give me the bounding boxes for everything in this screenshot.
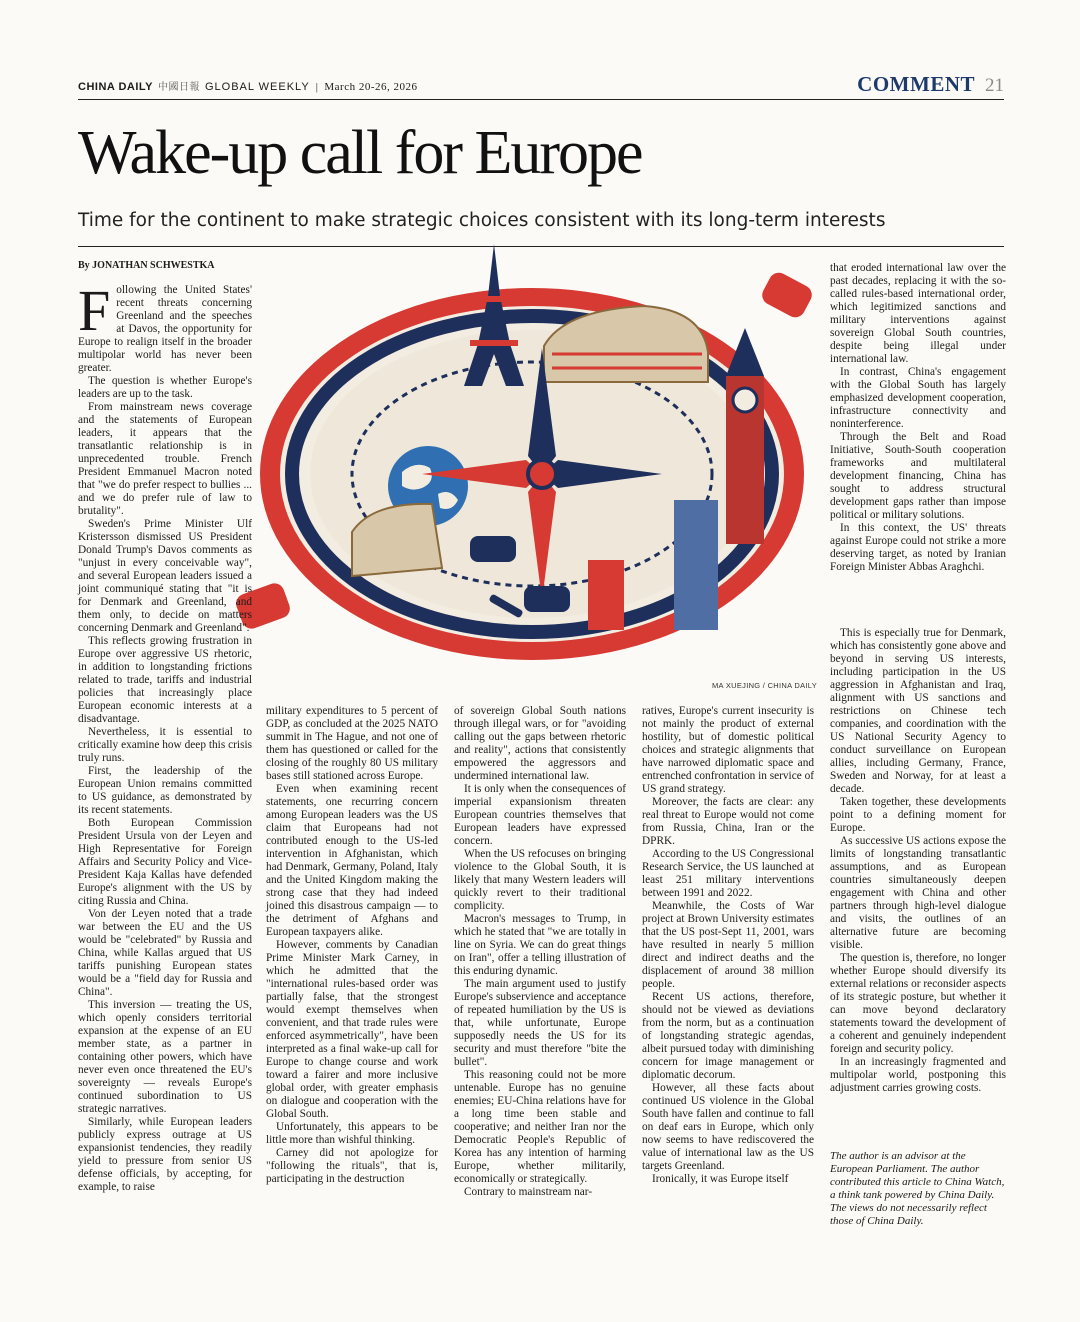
- author-note-text: The author is an advisor at the European Parliament. The author contributed this article to China Watch, a think tank powered by China Daily. The views do not necessarily reflect those of China Daily.: [830, 1150, 1005, 1227]
- paragraph: This reasoning could not be more untenable. Europe has no genuine enemies; EU-China relations have for a long time been stable and cooperative; and neither Iran nor the Democratic People's Republic of Korea has any intention of harming Europe, whether militarily, economically or strategically.: [454, 1069, 626, 1185]
- paragraph: Macron's messages to Trump, in which he stated that "we are totally in line on Syria. We can do great things on Iran", offer a telling illustration of this enduring dynamic.: [454, 913, 626, 977]
- article-column-1: [78, 278, 252, 1194]
- paragraph: From mainstream news coverage and the statements of European leaders, it appears that the transatlantic relationship is in unprecedented trouble. French President Emmanuel Macron noted that "we do prefer respect to bullies ... and we do prefer rule of law to brutality".: [78, 401, 252, 517]
- paragraph: In contrast, China's engagement with the Global South has largely emphasized development cooperation, infrastructure connectivity and noninterference.: [830, 366, 1006, 430]
- paragraph: However, comments by Canadian Prime Minister Mark Carney, in which he admitted that the "international rules-based order was partially false, that the strongest would exempt themselves when convenient, and that trade rules were enforced asymmetrically", have been interpreted as a final wake-up call for Europe to change course and work toward a fairer and more inclusive global order, with greater emphasis on dialogue and cooperation with the Global South.: [266, 939, 438, 1120]
- paragraph: Similarly, while European leaders publicly express outrage at US expansionist tendencies, they readily yield to pressure from senior US defense officials, by accepting, for example, to raise: [78, 1116, 252, 1193]
- paragraph: According to the US Congressional Research Service, the US launched at least 251 military interventions between 1991 and 2022.: [642, 848, 814, 899]
- paragraph: However, all these facts about continued US violence in the Global South have fallen and continue to fall on deaf ears in Europe, which only now seems to have rediscovered the value of international law as the US targets Greenland.: [642, 1082, 814, 1172]
- drop-cap: F: [78, 278, 111, 343]
- paragraph: Meanwhile, the Costs of War project at Brown University estimates that the US post-Sept 11, 2001, wars have resulted in nearly 5 million direct and indirect deaths and the displacement of around 38 million people.: [642, 900, 814, 990]
- paragraph: Moreover, the facts are clear: any real threat to Europe would not come from Russia, China, Iran or the DPRK.: [642, 796, 814, 847]
- article-column-5-upper: [830, 262, 1006, 574]
- paragraph: First, the leadership of the European Union remains committed to US guidance, as demonstrated by its recent statements.: [78, 765, 252, 816]
- paragraph: military expenditures to 5 percent of GDP, as concluded at the 2025 NATO summit in The Hague, and not one of them has questioned or called for the closing of the roughly 80 US military bases still stationed across Europe.: [266, 705, 438, 782]
- paragraph: The main argument used to justify Europe's subservience and acceptance of repeated humiliation by the US is that, while unfortunate, Europe supposedly needs the US for its security and must therefore "bite the bullet".: [454, 978, 626, 1068]
- section-label: COMMENT: [857, 72, 975, 96]
- article-column-5-lower: [830, 627, 1006, 1095]
- paper-name-cjk: 中國日報: [157, 82, 200, 93]
- article-column-2: [266, 705, 438, 1186]
- issue-date: March 20-26, 2026: [324, 81, 418, 93]
- paragraph: In this context, the US' threats against Europe could not strike a more deserving target, as noted by Iranian Foreign Minister Abbas Araghchi.: [830, 522, 1006, 573]
- paragraph: Unfortunately, this appears to be little more than wishful thinking.: [266, 1121, 438, 1146]
- paragraph: This reflects growing frustration in Europe over aggressive US rhetoric, in addition to longstanding frictions related to trade, tariffs and industrial policies that increasingly place European economic interests at a disadvantage.: [78, 635, 252, 725]
- edition-name: GLOBAL WEEKLY: [204, 81, 310, 93]
- paragraph: Carney did not apologize for "following the rituals", that is, participating in the destruction: [266, 1147, 438, 1185]
- paragraph: Contrary to mainstream nar-: [464, 1186, 593, 1198]
- paragraph: Nevertheless, it is essential to critically examine how deep this crisis truly runs.: [78, 726, 252, 764]
- masthead-left: [78, 78, 418, 93]
- paragraph: of sovereign Global South nations through illegal wars, or for "avoiding calling out the gaps between rhetoric and reality", actions that consistently empowered the aggressors and undermined international law.: [454, 705, 626, 782]
- paragraph: Von der Leyen noted that a trade war between the EU and the US would be "celebrated" by Russia and China, while Kallas argued that US tariffs punishing European states would be a "field day for Russia and China".: [78, 908, 252, 998]
- paragraph: Both European Commission President Ursula von der Leyen and High Representative for Foreign Affairs and Security Policy and Vice-President Kaja Kallas have defended Europe's alignment with the US by citing Russia and China.: [78, 817, 252, 907]
- article-column-3: [454, 705, 626, 1199]
- masthead-separator: |: [315, 81, 319, 93]
- paragraph: Ironically, it was Europe itself: [652, 1173, 789, 1185]
- image-credit: MA XUEJING / CHINA DAILY: [712, 681, 817, 690]
- paragraph: The question is, therefore, no longer whether Europe should diversify its external relations or reconsider aspects of its strategic posture, but whether it can move beyond declaratory statements toward the development of a coherent and genuinely independent foreign and security policy.: [830, 952, 1006, 1055]
- paragraph: This inversion — treating the US, which openly considers territorial expansion at the expense of an EU member state, as a partner in containing other powers, which have never even once threatened the EU's sovereignty — reveals Europe's continued subordination to US strategic narratives.: [78, 999, 252, 1115]
- paragraph: The question is whether Europe's leaders are up to the task.: [78, 375, 252, 400]
- paragraph: Through the Belt and Road Initiative, South-South cooperation frameworks and multilateral development financing, China has sought to address structural development gaps rather than impose political or military solutions.: [830, 431, 1006, 521]
- paragraph: ratives, Europe's current insecurity is not mainly the product of external hostility, but of domestic political choices and strategic alignments that have narrowed diplomatic space and entrenched confrontation in service of US grand strategy.: [642, 705, 814, 795]
- paragraph: Taken together, these developments point to a defining moment for Europe.: [830, 796, 1006, 834]
- paragraph: Sweden's Prime Minister Ulf Kristersson dismissed US President Donald Trump's Davos comments as "unjust in every conceivable way", and several European leaders issued a joint communiqué stating that "it is for Denmark and Greenland, and them only, to decide on matters concerning Denmark and Greenland".: [78, 518, 252, 634]
- masthead-rule: [78, 99, 1004, 100]
- byline: By JONATHAN SCHWESTKA: [78, 260, 215, 271]
- paragraph: It is only when the consequences of imperial expansionism threaten European countries themselves that European leaders have expressed concern.: [454, 783, 626, 847]
- paragraph: that eroded international law over the past decades, replacing it with the so-called rules-based international order, which legitimized sanctions and military interventions against sovereign Global South countries, despite being illegal under international law.: [830, 262, 1006, 365]
- paragraph: Recent US actions, therefore, should not be viewed as deviations from the norm, but as a continuation of longstanding strategic agendas, albeit pursued today with diminishing concern for image management or diplomatic decorum.: [642, 991, 814, 1081]
- paper-name: CHINA DAILY: [78, 81, 153, 93]
- paragraph: Even when examining recent statements, one recurring concern among European leaders was the US claim that Europeans had not contributed enough to the US-led intervention in Afghanistan, which had Denmark, Germany, Poland, Italy and the United Kingdom making the strong case that they had indeed joined this disastrous campaign — to the detriment of Afghans and European taxpayers alike.: [266, 783, 438, 938]
- paragraph: As successive US actions expose the limits of longstanding transatlantic assumptions, and as European countries simultaneously deepen engagement with China and other partners through high-level dialogue and visits, the outlines of an alternative future are becoming visible.: [830, 835, 1006, 951]
- deck: Time for the continent to make strategic choices consistent with its long-term interests: [78, 210, 886, 231]
- author-note: [830, 1150, 1006, 1228]
- masthead-right: [857, 72, 1004, 97]
- headline: Wake-up call for Europe: [78, 119, 642, 187]
- masthead: [78, 72, 1004, 98]
- article-column-4: [642, 705, 814, 1186]
- compass-illustration: [232, 236, 828, 692]
- paragraph: This is especially true for Denmark, which has consistently gone above and beyond in serving US interests, including participation in the US aggression in Afghanistan and Iraq, alignment with US sanctions and restrictions on Chinese tech companies, and coordination with the US National Security Agency to conduct surveillance on European allies, including Germany, France, Sweden and Norway, for at least a decade.: [830, 627, 1007, 795]
- paragraph: ollowing the United States' recent threats concerning Greenland and the speeches at Davos, the opportunity for Europe to realign itself in the broader multipolar world has never been greater.: [78, 284, 252, 374]
- paragraph: In an increasingly fragmented and multipolar world, postponing this adjustment carries growing costs.: [830, 1056, 1006, 1094]
- paragraph: When the US refocuses on bringing violence to the Global South, it is likely that many Western leaders will quickly revert to their traditional complicity.: [454, 848, 626, 912]
- page-number: 21: [985, 75, 1004, 96]
